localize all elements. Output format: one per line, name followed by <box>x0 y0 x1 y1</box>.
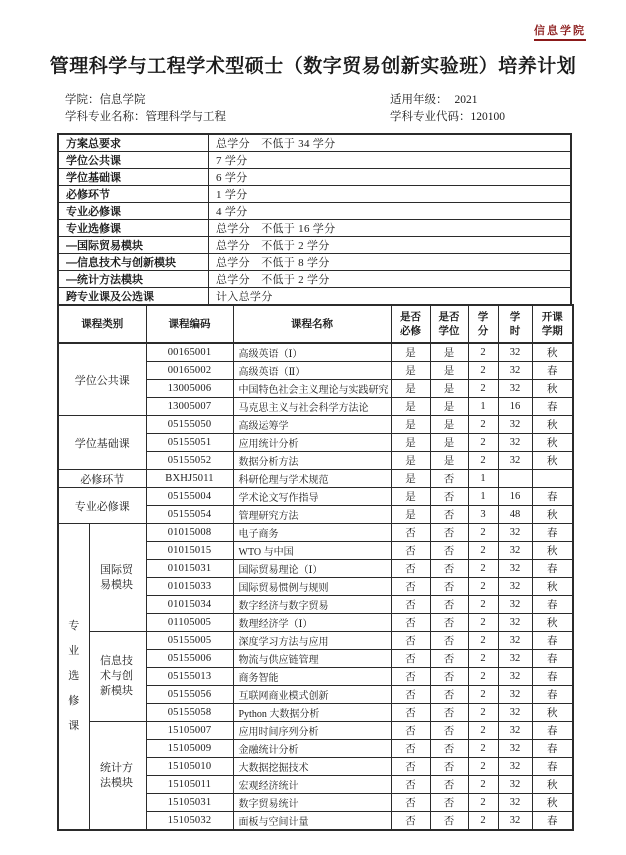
college-value: 信息学院 <box>99 94 146 106</box>
course-code: 15105007 <box>146 722 233 740</box>
course-code: 01015031 <box>146 560 233 578</box>
term-value: 春 <box>532 740 573 758</box>
summary-row <box>58 203 571 220</box>
course-code: 15105011 <box>146 776 233 794</box>
hours-value: 32 <box>498 542 532 560</box>
degree-flag: 否 <box>430 488 468 506</box>
summary-row-label: 学位公共课 <box>58 152 209 169</box>
info-block <box>65 92 572 126</box>
credits-value: 2 <box>468 524 498 542</box>
required-flag: 否 <box>391 686 430 704</box>
degree-flag: 否 <box>430 812 468 831</box>
summary-row-value: 6 学分 <box>209 169 572 186</box>
course-name: 中国特色社会主义理论与实践研究 <box>233 380 391 398</box>
credits-value: 2 <box>468 452 498 470</box>
summary-row-label: —国际贸易模块 <box>58 237 209 254</box>
course-name: 物流与供应链管理 <box>233 650 391 668</box>
summary-row-value: 总学分 不低于 34 学分 <box>209 134 572 152</box>
term-value: 秋 <box>532 506 573 524</box>
term-value: 春 <box>532 488 573 506</box>
term-value: 春 <box>532 758 573 776</box>
hours-value <box>498 470 532 488</box>
term-value: 春 <box>532 812 573 831</box>
degree-flag: 否 <box>430 758 468 776</box>
summary-row-label: 跨专业课及公选课 <box>58 288 209 306</box>
credits-value: 2 <box>468 812 498 831</box>
degree-flag: 否 <box>430 794 468 812</box>
credits-value: 2 <box>468 578 498 596</box>
course-code: 01015015 <box>146 542 233 560</box>
summary-row <box>58 288 571 306</box>
degree-flag: 否 <box>430 578 468 596</box>
degree-flag: 是 <box>430 380 468 398</box>
term-value: 秋 <box>532 542 573 560</box>
category-vertical-label: 专业选修课 <box>68 620 80 732</box>
summary-row <box>58 186 571 203</box>
hours-value: 32 <box>498 650 532 668</box>
term-value: 春 <box>532 722 573 740</box>
hours-value: 32 <box>498 380 532 398</box>
credits-value: 2 <box>468 434 498 452</box>
hours-value: 32 <box>498 632 532 650</box>
course-row <box>58 632 573 650</box>
required-flag: 是 <box>391 380 430 398</box>
credits-value: 1 <box>468 470 498 488</box>
required-flag: 是 <box>391 398 430 416</box>
course-name: 商务智能 <box>233 668 391 686</box>
summary-row-value: 总学分 不低于 2 学分 <box>209 237 572 254</box>
credits-value: 3 <box>468 506 498 524</box>
credits-value: 2 <box>468 668 498 686</box>
col-header-name: 课程名称 <box>233 305 391 343</box>
hours-value: 32 <box>498 776 532 794</box>
module-label: 信息技术与创新模块 <box>100 655 133 697</box>
required-flag: 否 <box>391 632 430 650</box>
credits-value: 1 <box>468 488 498 506</box>
credits-value: 2 <box>468 380 498 398</box>
degree-flag: 否 <box>430 686 468 704</box>
course-row <box>58 722 573 740</box>
course-name: 数字经济与数字贸易 <box>233 596 391 614</box>
hours-value: 32 <box>498 416 532 434</box>
required-flag: 否 <box>391 524 430 542</box>
course-code: 05155050 <box>146 416 233 434</box>
required-flag: 否 <box>391 650 430 668</box>
major-name-field <box>65 109 390 126</box>
degree-flag: 是 <box>430 452 468 470</box>
summary-row-value: 总学分 不低于 16 学分 <box>209 220 572 237</box>
hours-value: 32 <box>498 740 532 758</box>
major-name-label: 学科专业名称： <box>65 111 146 123</box>
hours-value: 48 <box>498 506 532 524</box>
course-name: 数据分析方法 <box>233 452 391 470</box>
hours-value: 32 <box>498 578 532 596</box>
grade-label: 适用年级： <box>390 94 448 106</box>
course-code: 13005006 <box>146 380 233 398</box>
course-name: 应用统计分析 <box>233 434 391 452</box>
degree-flag: 否 <box>430 542 468 560</box>
course-row <box>58 488 573 506</box>
course-row <box>58 524 573 542</box>
term-value: 秋 <box>532 416 573 434</box>
course-code: 05155058 <box>146 704 233 722</box>
summary-row <box>58 152 571 169</box>
required-flag: 是 <box>391 452 430 470</box>
hours-value: 32 <box>498 343 532 362</box>
course-name: 高级英语（Ⅰ） <box>233 343 391 362</box>
course-name: 应用时间序列分析 <box>233 722 391 740</box>
term-value: 秋 <box>532 343 573 362</box>
term-value: 春 <box>532 668 573 686</box>
col-header-code: 课程编码 <box>146 305 233 343</box>
credits-value: 2 <box>468 614 498 632</box>
required-flag: 否 <box>391 668 430 686</box>
summary-row-label: 必修环节 <box>58 186 209 203</box>
summary-row <box>58 134 571 152</box>
course-code: 15105010 <box>146 758 233 776</box>
course-name: 数字贸易统计 <box>233 794 391 812</box>
course-row <box>58 416 573 434</box>
term-value: 春 <box>532 560 573 578</box>
course-name: 大数据挖掘技术 <box>233 758 391 776</box>
course-code: 05155004 <box>146 488 233 506</box>
degree-flag: 否 <box>430 668 468 686</box>
course-row <box>58 343 573 362</box>
required-flag: 否 <box>391 794 430 812</box>
course-name: 金融统计分析 <box>233 740 391 758</box>
degree-flag: 否 <box>430 704 468 722</box>
course-table <box>57 304 574 831</box>
summary-row-label: 方案总要求 <box>58 134 209 152</box>
major-code-field <box>390 109 572 126</box>
hours-value: 16 <box>498 398 532 416</box>
required-flag: 否 <box>391 596 430 614</box>
category-cell: 学位基础课 <box>58 416 146 470</box>
term-value: 秋 <box>532 452 573 470</box>
degree-flag: 否 <box>430 632 468 650</box>
hours-value: 32 <box>498 758 532 776</box>
credits-value: 2 <box>468 650 498 668</box>
required-flag: 是 <box>391 416 430 434</box>
col-header-degree: 是否学位 <box>430 305 468 343</box>
summary-row <box>58 220 571 237</box>
term-value: 秋 <box>532 704 573 722</box>
degree-flag: 否 <box>430 596 468 614</box>
course-name: 电子商务 <box>233 524 391 542</box>
course-table-header-row <box>58 305 573 343</box>
summary-row-value: 7 学分 <box>209 152 572 169</box>
course-code: 05155013 <box>146 668 233 686</box>
required-flag: 否 <box>391 578 430 596</box>
term-value: 秋 <box>532 578 573 596</box>
course-name: 数理经济学（Ⅰ） <box>233 614 391 632</box>
term-value: 春 <box>532 650 573 668</box>
required-flag: 否 <box>391 560 430 578</box>
hours-value: 32 <box>498 794 532 812</box>
required-flag: 否 <box>391 614 430 632</box>
summary-row-value: 总学分 不低于 8 学分 <box>209 254 572 271</box>
hours-value: 16 <box>498 488 532 506</box>
degree-flag: 否 <box>430 470 468 488</box>
hours-value: 32 <box>498 812 532 831</box>
summary-row-value: 4 学分 <box>209 203 572 220</box>
hours-value: 32 <box>498 668 532 686</box>
summary-row-label: 学位基础课 <box>58 169 209 186</box>
col-header-required: 是否必修 <box>391 305 430 343</box>
credits-value: 1 <box>468 398 498 416</box>
course-code: 05155005 <box>146 632 233 650</box>
degree-flag: 否 <box>430 560 468 578</box>
summary-row-label: 专业选修课 <box>58 220 209 237</box>
summary-row-value: 计入总学分 <box>209 288 572 306</box>
col-header-credits: 学分 <box>468 305 498 343</box>
summary-row <box>58 237 571 254</box>
module-cell <box>89 632 146 722</box>
college-label: 学院： <box>65 94 100 106</box>
credits-value: 2 <box>468 560 498 578</box>
major-code-value: 120100 <box>470 111 505 123</box>
course-code: 01105005 <box>146 614 233 632</box>
degree-flag: 是 <box>430 434 468 452</box>
hours-value: 32 <box>498 614 532 632</box>
term-value: 春 <box>532 524 573 542</box>
course-code: 01015008 <box>146 524 233 542</box>
course-name: 科研伦理与学术规范 <box>233 470 391 488</box>
term-value: 秋 <box>532 380 573 398</box>
degree-flag: 否 <box>430 740 468 758</box>
col-header-category: 课程类别 <box>58 305 146 343</box>
term-value: 秋 <box>532 614 573 632</box>
course-code: 15105009 <box>146 740 233 758</box>
hours-value: 32 <box>498 434 532 452</box>
category-cell <box>58 524 89 831</box>
course-code: 01015034 <box>146 596 233 614</box>
hours-value: 32 <box>498 362 532 380</box>
course-name: 学术论文写作指导 <box>233 488 391 506</box>
term-value: 春 <box>532 596 573 614</box>
course-name: 宏观经济统计 <box>233 776 391 794</box>
college-badge: 信息学院 <box>534 22 586 41</box>
hours-value: 32 <box>498 686 532 704</box>
term-value: 春 <box>532 362 573 380</box>
module-cell <box>89 524 146 632</box>
degree-flag: 否 <box>430 506 468 524</box>
course-name: 国际贸易理论（Ⅰ） <box>233 560 391 578</box>
course-code: 05155052 <box>146 452 233 470</box>
required-flag: 是 <box>391 470 430 488</box>
course-name: 深度学习方法与应用 <box>233 632 391 650</box>
summary-row-label: 专业必修课 <box>58 203 209 220</box>
course-name: 高级英语（Ⅱ） <box>233 362 391 380</box>
summary-row-label: —信息技术与创新模块 <box>58 254 209 271</box>
module-label: 国际贸易模块 <box>100 563 133 591</box>
credits-value: 2 <box>468 416 498 434</box>
course-code: 13005007 <box>146 398 233 416</box>
required-flag: 是 <box>391 343 430 362</box>
course-row <box>58 470 573 488</box>
major-code-label: 学科专业代码： <box>390 111 471 123</box>
info-line <box>65 92 572 109</box>
course-code: 05155054 <box>146 506 233 524</box>
credits-value: 2 <box>468 794 498 812</box>
term-value: 春 <box>532 632 573 650</box>
required-flag: 否 <box>391 722 430 740</box>
course-code: 00165002 <box>146 362 233 380</box>
required-flag: 否 <box>391 740 430 758</box>
category-cell: 专业必修课 <box>58 488 146 524</box>
course-code: 05155056 <box>146 686 233 704</box>
required-flag: 否 <box>391 542 430 560</box>
summary-row <box>58 169 571 186</box>
summary-table <box>57 133 572 306</box>
credits-value: 2 <box>468 343 498 362</box>
module-label: 统计方法模块 <box>100 761 133 789</box>
credits-value: 2 <box>468 704 498 722</box>
module-cell <box>89 722 146 831</box>
course-code: 15105031 <box>146 794 233 812</box>
col-header-hours: 学时 <box>498 305 532 343</box>
hours-value: 32 <box>498 524 532 542</box>
term-value: 秋 <box>532 434 573 452</box>
grade-field <box>390 92 572 109</box>
summary-row-value: 1 学分 <box>209 186 572 203</box>
hours-value: 32 <box>498 704 532 722</box>
term-value <box>532 470 573 488</box>
term-value: 春 <box>532 686 573 704</box>
info-line <box>65 109 572 126</box>
term-value: 秋 <box>532 776 573 794</box>
degree-flag: 是 <box>430 343 468 362</box>
course-code: BXHJ5011 <box>146 470 233 488</box>
hours-value: 32 <box>498 722 532 740</box>
required-flag: 是 <box>391 434 430 452</box>
course-code: 00165001 <box>146 343 233 362</box>
course-code: 01015033 <box>146 578 233 596</box>
required-flag: 否 <box>391 812 430 831</box>
required-flag: 否 <box>391 776 430 794</box>
degree-flag: 否 <box>430 650 468 668</box>
term-value: 秋 <box>532 794 573 812</box>
required-flag: 是 <box>391 488 430 506</box>
credits-value: 2 <box>468 686 498 704</box>
summary-row <box>58 271 571 288</box>
degree-flag: 是 <box>430 362 468 380</box>
summary-row <box>58 254 571 271</box>
grade-value: 2021 <box>454 94 478 106</box>
hours-value: 32 <box>498 560 532 578</box>
course-name: 马克思主义与社会科学方法论 <box>233 398 391 416</box>
credits-value: 2 <box>468 740 498 758</box>
credits-value: 2 <box>468 542 498 560</box>
credits-value: 2 <box>468 758 498 776</box>
summary-row-label: —统计方法模块 <box>58 271 209 288</box>
degree-flag: 是 <box>430 398 468 416</box>
term-value: 春 <box>532 398 573 416</box>
category-cell: 学位公共课 <box>58 343 146 416</box>
course-table-body <box>58 343 573 830</box>
major-name-value: 管理科学与工程 <box>145 111 226 123</box>
hours-value: 32 <box>498 596 532 614</box>
summary-table-body <box>58 134 571 305</box>
course-name: 高级运筹学 <box>233 416 391 434</box>
degree-flag: 否 <box>430 614 468 632</box>
credits-value: 2 <box>468 596 498 614</box>
course-code: 05155051 <box>146 434 233 452</box>
page-title: 管理科学与工程学术型硕士（数字贸易创新实验班）培养计划 <box>49 56 577 77</box>
credits-value: 2 <box>468 722 498 740</box>
course-name: 互联网商业模式创新 <box>233 686 391 704</box>
course-name: 面板与空间计量 <box>233 812 391 831</box>
degree-flag: 否 <box>430 776 468 794</box>
credits-value: 2 <box>468 632 498 650</box>
course-name: 国际贸易惯例与规则 <box>233 578 391 596</box>
required-flag: 是 <box>391 362 430 380</box>
course-name: WTO 与中国 <box>233 542 391 560</box>
degree-flag: 否 <box>430 524 468 542</box>
required-flag: 否 <box>391 758 430 776</box>
required-flag: 否 <box>391 704 430 722</box>
category-cell: 必修环节 <box>58 470 146 488</box>
degree-flag: 否 <box>430 722 468 740</box>
hours-value: 32 <box>498 452 532 470</box>
degree-flag: 是 <box>430 416 468 434</box>
credits-value: 2 <box>468 776 498 794</box>
required-flag: 是 <box>391 506 430 524</box>
course-code: 05155006 <box>146 650 233 668</box>
college-field <box>65 92 390 109</box>
course-name: Python 大数据分析 <box>233 704 391 722</box>
col-header-term: 开课学期 <box>532 305 573 343</box>
summary-row-value: 总学分 不低于 2 学分 <box>209 271 572 288</box>
course-code: 15105032 <box>146 812 233 831</box>
course-name: 管理研究方法 <box>233 506 391 524</box>
credits-value: 2 <box>468 362 498 380</box>
